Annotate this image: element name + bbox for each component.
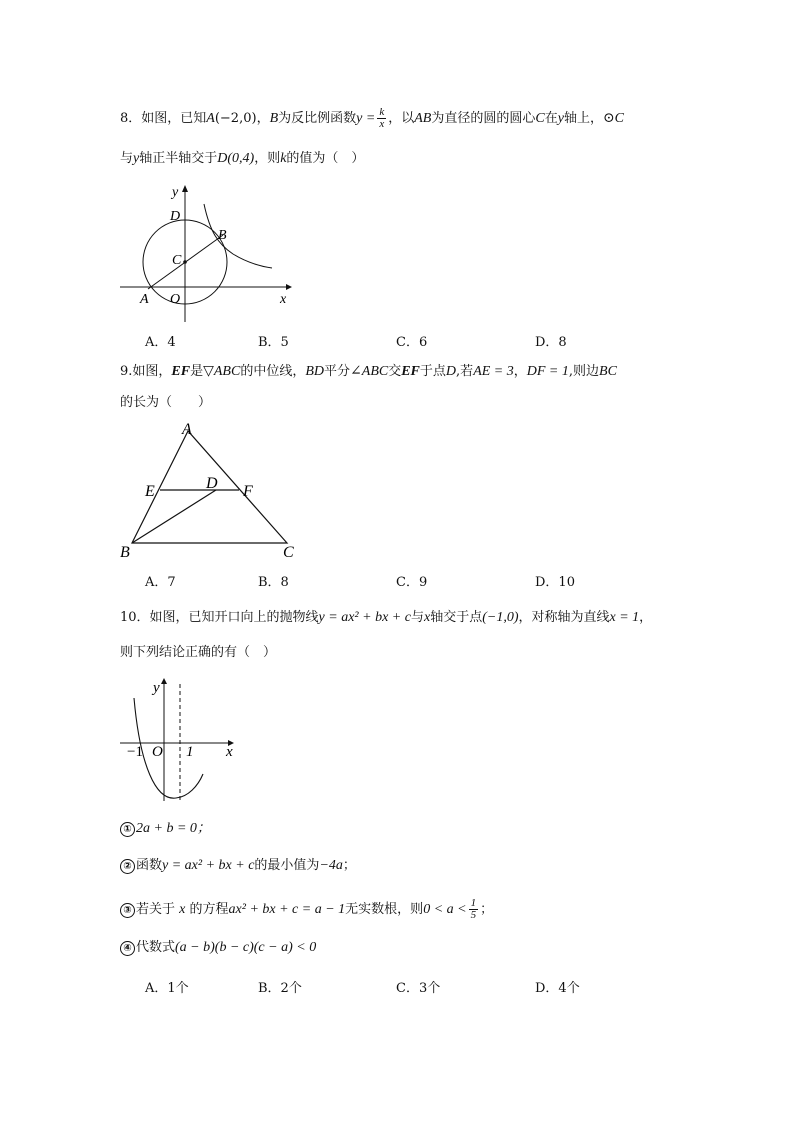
q10-e: ， [639, 610, 653, 625]
q9-option-c: C．9 [396, 575, 428, 590]
q10-option-d: D．4个 [535, 981, 580, 996]
q8-text: 8．如图，已知 [120, 111, 207, 126]
q10-s3-frac-den: 5 [470, 909, 477, 921]
q10-d: ，对称轴为直线 [518, 610, 610, 625]
q9-f: 于点 [419, 364, 446, 379]
q10-lbl-1: 1 [186, 744, 194, 760]
q8-frac-den: x [379, 118, 385, 130]
q10-b: 与 [410, 610, 424, 625]
q10-line2: 则下列结论正确的有（ ） [120, 645, 277, 660]
q8-yeq: y = [356, 111, 376, 126]
q8-lbl-x: x [280, 292, 287, 307]
q10-option-c: C．3个 [396, 981, 441, 996]
q10-s3-eq: ax² + bx + c = a − 1 [228, 902, 346, 917]
q10-option-a: A．1个 [145, 981, 189, 996]
q9-figure [115, 418, 305, 563]
q8-center-dot [183, 260, 187, 264]
q8-l2-b: 轴正半轴交于 [139, 151, 218, 166]
q8-A-coord: (−2,0) [214, 111, 257, 126]
q10-lbl-y: y [153, 680, 160, 696]
q10-figure [118, 676, 248, 806]
q10-y-arrow [161, 678, 167, 684]
q8-text-f: 在 [544, 111, 558, 126]
q9-b: 是 [190, 364, 204, 379]
q10-s3-b: 的方程 [189, 902, 229, 917]
q8-l2-a: 与 [120, 151, 134, 166]
q9-line1 [120, 363, 617, 381]
q10-a: 10．如图，已知开口向上的抛物线 [120, 610, 319, 625]
q10-s2-a: 函数 [136, 858, 163, 873]
q9-AE: AE = 3 [473, 364, 514, 379]
q8-text-d: ，以 [388, 111, 415, 126]
q9-BD: BD [305, 364, 325, 379]
q10-s4-num: ④ [120, 941, 135, 956]
q10-lbl-neg1: −1 [127, 744, 143, 760]
q10-statement-2 [120, 857, 356, 875]
q10-lbl-O: O [152, 744, 163, 760]
q8-text-g: 轴上， [563, 111, 603, 126]
q10-axis: x = 1 [609, 610, 640, 625]
q9-a: 9.如图， [120, 364, 172, 379]
q10-s2-num: ② [120, 859, 135, 874]
q10-s3-frac-num: 1 [470, 897, 477, 909]
q9-EF2: EF [401, 364, 420, 379]
q8-B: B [269, 111, 279, 126]
q8-lbl-C: C [172, 253, 182, 268]
q10-s1: 2a + b = 0； [136, 821, 211, 836]
q10-s3-d: ； [480, 902, 494, 917]
q10-x: x [423, 610, 431, 625]
q8-figure [118, 182, 298, 327]
q8-fraction [377, 107, 386, 130]
q8-line1 [120, 107, 624, 130]
q9-lbl-F: F [243, 483, 253, 500]
q10-s3-a: 若关于 [136, 902, 176, 917]
q8-frac-num: k [379, 106, 385, 118]
q8-option-c: C．6 [396, 335, 428, 350]
q9-BC: BC [599, 364, 617, 379]
q8-hyperbola [204, 204, 272, 268]
q8-circleC: ⊙C [602, 111, 625, 126]
q8-comma: ， [256, 111, 270, 126]
q9-tri: ▽ABC [203, 364, 241, 379]
q10-s1-num: ① [120, 822, 135, 837]
q10-s4-a: 代数式 [136, 940, 176, 955]
q8-A: A [206, 111, 215, 126]
q8-lbl-A: A [140, 292, 149, 307]
q10-s2-c: ； [342, 858, 356, 873]
q8-y-arrow [182, 185, 188, 192]
q8-y: y [557, 111, 564, 126]
q9-angle: ∠ABC [350, 364, 389, 379]
q9-g: ,若 [456, 364, 474, 379]
q8-D: D(0,4) [217, 151, 255, 166]
q8-text-c: 为反比例函数 [278, 111, 357, 126]
q8-l2-y: y [133, 151, 140, 166]
q9-d: 平分 [324, 364, 351, 379]
q8-AB: AB [414, 111, 432, 126]
q8-l2-c: ，则 [254, 151, 281, 166]
q9-D: D [445, 364, 457, 379]
q10-parabola: y = ax² + bx + c [318, 610, 411, 625]
q8-l2-d: 的值为（ ） [286, 151, 365, 166]
q8-line2 [120, 150, 364, 168]
q9-line2: 的长为（ ） [120, 395, 212, 410]
q8-k: k [280, 151, 287, 166]
q10-s3-x: x [179, 902, 186, 917]
q10-s3-num: ③ [120, 903, 135, 918]
q10-s2-min: −4a [319, 858, 343, 873]
q9-option-b: B．8 [258, 575, 289, 590]
q9-e: 交 [388, 364, 402, 379]
q10-c: 轴交于点 [430, 610, 483, 625]
q9-c: 的中位线， [240, 364, 306, 379]
q8-lbl-B: B [218, 228, 227, 243]
q8-lbl-D: D [170, 209, 181, 224]
q9-EF: EF [171, 364, 191, 379]
q9-lbl-E: E [145, 483, 155, 500]
q10-s2-expr: y = ax² + bx + c [162, 858, 255, 873]
q9-option-a: A．7 [145, 575, 176, 590]
q10-statement-4 [120, 939, 316, 957]
q9-DF: DF = 1 [526, 364, 569, 379]
q10-s3-ineq: 0 < a < [423, 902, 467, 917]
q10-lbl-x: x [226, 744, 233, 760]
q10-s4-expr: (a − b)(b − c)(c − a) < 0 [175, 940, 317, 955]
q8-option-a: A．4 [145, 335, 176, 350]
q9-lbl-B: B [120, 544, 130, 561]
q10-statement-3 [120, 898, 493, 921]
q9-option-d: D．10 [535, 575, 575, 590]
q8-lbl-O: O [170, 292, 181, 307]
q10-option-b: B．2个 [258, 981, 302, 996]
q10-s2-b: 的最小值为 [254, 858, 320, 873]
q9-h: ， [513, 364, 527, 379]
q10-s3-fraction [469, 898, 479, 921]
q10-point: (−1,0) [482, 610, 519, 625]
q8-C: C [535, 111, 545, 126]
q10-s3-c: 无实数根，则 [345, 902, 424, 917]
q9-i: ,则边 [568, 364, 600, 379]
q9-lbl-A: A [182, 421, 192, 438]
q9-lbl-C: C [283, 544, 294, 561]
q8-option-b: B．5 [258, 335, 289, 350]
q10-line1 [120, 609, 652, 627]
q8-text-e: 为直径的圆的圆心 [431, 111, 536, 126]
q8-x-arrow [286, 284, 292, 290]
q9-lbl-D: D [206, 475, 218, 492]
q8-option-d: D．8 [535, 335, 567, 350]
q10-statement-1 [120, 820, 211, 838]
q8-lbl-y: y [172, 185, 179, 200]
